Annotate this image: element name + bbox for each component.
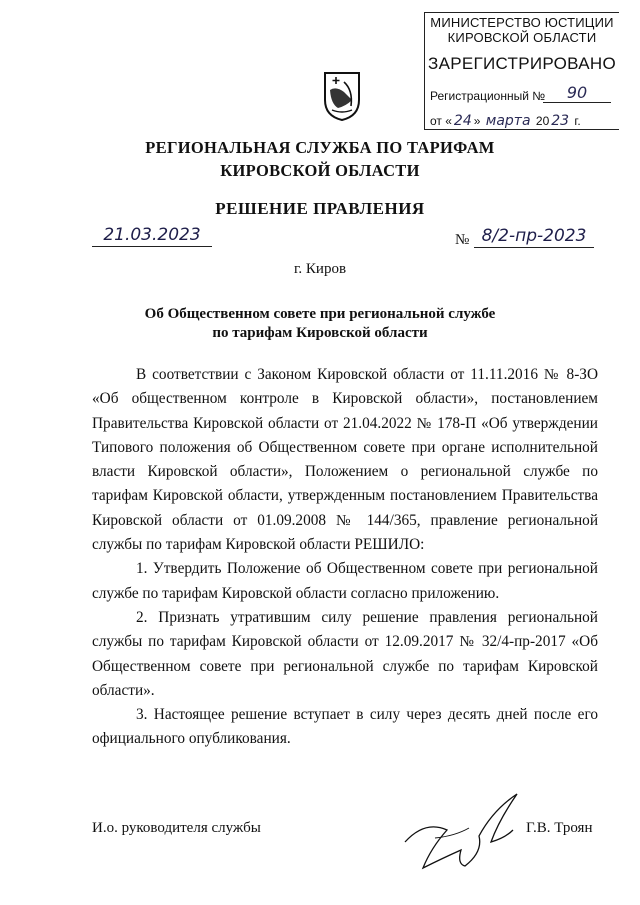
stamp-region-line: КИРОВСКОЙ ОБЛАСТИ [447,30,597,45]
subject-line2: по тарифам Кировской области [212,325,428,341]
stamp-reg-label: Регистрационный № [430,89,546,103]
stamp-date-suffix: г. [574,114,581,128]
stamp-date [430,113,581,129]
stamp-date-year: 23 [551,113,570,129]
preamble-paragraph: В соответствии с Законом Кировской области от 11.11.2016 № 8-ЗО «Об общественном контроле в Кировской области», постановлением Правительства Кировской области от 21.04.2022 № 178-П «Об утверждении Типового положения об Общественном совете при органе исполнительной власти Кировской области», Положением о региональной службе по тарифам Кировской области, утвержденным постановлением Правительства Кировской области от 01.09.2008 № 144/365, правление региональной службы по тарифам Кировской области РЕШИЛО: [92,366,598,554]
stamp-date-day: 24 [453,113,472,129]
document-number: 8/2-пр-2023 [474,226,594,248]
stamp-date-year-prefix: 20 [535,114,550,128]
stamp-date-prefix: от « [430,114,452,128]
registration-stamp [424,12,619,130]
handwritten-signature [395,780,525,880]
stamp-ministry-line: МИНИСТЕРСТВО ЮСТИЦИИ [430,15,614,30]
signer-position: И.о. руководителя службы [92,820,261,836]
city: г. Киров [293,261,347,277]
org-title-line2: КИРОВСКОЙ ОБЛАСТИ [220,161,420,180]
org-title-line1: РЕГИОНАЛЬНАЯ СЛУЖБА ПО ТАРИФАМ [145,138,495,157]
document-date: 21.03.2023 [92,225,212,247]
subject-line1: Об Общественном совете при региональной службе [144,306,496,322]
doc-type-heading: РЕШЕНИЕ ПРАВЛЕНИЯ [215,199,425,218]
stamp-date-month: марта [485,113,531,129]
signer-name: Г.В. Троян [526,820,593,836]
item-2-paragraph: 2. Признать утратившим силу решение правления региональной службы по тарифам Кировской области от 12.09.2017 № 32/4-пр-2017 «Об Общественном совете при региональной службе по тарифам Кировской области». [92,608,598,699]
stamp-reg-number: 90 [543,83,611,103]
kirov-coat-of-arms-icon [322,70,362,122]
body-text [92,363,598,752]
stamp-date-mid: » [473,114,481,128]
item-1-paragraph: 1. Утвердить Положение об Общественном совете при региональной службе по тарифам Кировской области согласно приложению. [92,560,598,602]
number-sign: № [455,232,470,248]
item-3-paragraph: 3. Настоящее решение вступает в силу через десять дней после его официального опубликования. [92,706,598,748]
stamp-status: ЗАРЕГИСТРИРОВАНО [428,54,616,73]
